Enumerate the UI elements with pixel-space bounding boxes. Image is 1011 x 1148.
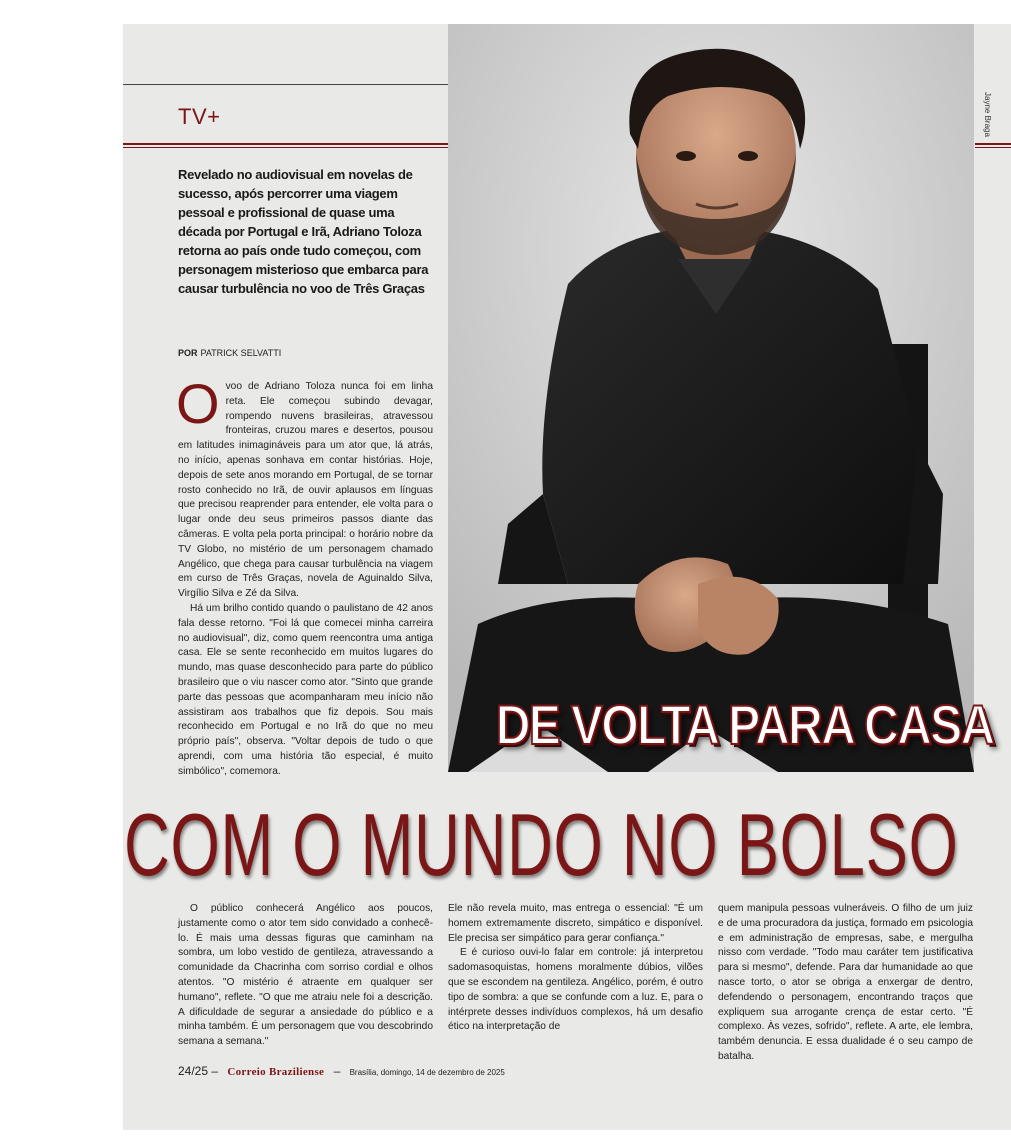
paragraph: E é curioso ouvi-lo falar em controle: já interpretou sadomasoquistas, homens moralmente dúbios, vilões que se escondem na gentileza. Angélico, porém, é outro tipo de sombra: a que se confunde com a luz. E, para o intérprete desses indivíduos complexos, há um desafio ético na interpretação de (448, 947, 703, 1033)
photo-credit (980, 92, 994, 152)
byline-prefix: POR (178, 348, 198, 358)
photo-credit-text: Jayne Braga (983, 92, 992, 137)
paragraph: voo de Adriano Toloza nunca foi em linha reta. Ele começou subindo devagar, rompendo nuvens brasileiras, atravessou fronteiras, cruzou mares e desertos, pousou em latitudes inimagináveis para um ator que, lá atrás, no início, apenas sonhava em contar histórias. Hoje, depois de sete anos morando em Portugal, de se tornar rosto conhecido no Irã, de ouvir aplausos em línguas que precisou reaprender para entender, ele volta para o lugar onde deu seus primeiros passos diante das câmeras. E volta pela porta principal: o horário nobre da TV Globo, no mistério de um personagem chamado Angélico, que chega para causar turbulência na viagem em curso de Três Graças, novela de Aguinaldo Silva, Virgílio Silva e Zé da Silva. (178, 381, 433, 600)
main-headline: COM O MUNDO NO BOLSO (124, 795, 959, 894)
page-footer: 24/25 – Correio Braziliense – Brasília, domingo, 14 de dezembro de 2025 (178, 1064, 505, 1078)
paragraph: quem manipula pessoas vulneráveis. O filho de um juiz e de uma procuradora da justiça, formado em psicologia e em administração de empresas, sabe, e mergulha nisso com verdade. "Todo mau caráter tem justificativa para si mesmo", defende. Para dar humanidade ao que nasce torto, o ator se obriga a enxergar de dentro, defendendo o personagem, encontrando traços que expliquem sua arrogante crença de estar certo. "É complexo. Às vezes, sofrido", reflete. A arte, ele lembra, também denuncia. E essa dualidade é o seu campo de batalha. (718, 903, 973, 1062)
overlay-headline: DE VOLTA PARA CASA (495, 693, 994, 756)
section-tag: TV+ (178, 104, 221, 129)
article-column-4 (718, 902, 973, 1065)
article-column-3 (448, 902, 703, 1035)
paragraph: Há um brilho contido quando o paulistano de 42 anos fala desse retorno. "Foi lá que comecei minha carreira no audiovisual", diz, como quem reencontra uma antiga casa. Ele se sente reconhecido em muitos lugares do mundo, mas quase desconhecido para parte do público brasileiro que o viu nascer como ator. "Sinto que grande parte das pessoas que acompanharam meu início não assistiram aos trabalhos que fiz depois. Sou mais reconhecido em Portugal e no Irã do que no meu próprio país", observa. "Voltar depois de tudo o que aprendi, com uma história tão especial, é muito simbólico", comemora. (178, 602, 433, 777)
section-rule (123, 143, 448, 145)
lede-paragraph: Revelado no audiovisual em novelas de sucesso, após percorrer uma viagem pessoal e profissional de quase uma década por Portugal e Irã, Adriano Toloza retorna ao país onde tudo começou, com personagem misterioso que embarca para causar turbulência no voo de Três Graças (178, 167, 429, 296)
article-column-2 (178, 902, 433, 1050)
section-rule-thin (123, 147, 448, 148)
paragraph: Ele não revela muito, mas entrega o essencial: "É um homem extremamente discreto, simpático e disponível. Ele precisa ser simpático para gerar confiança." (448, 903, 703, 944)
publication-date: Brasília, domingo, 14 de dezembro de 2025 (349, 1068, 505, 1077)
paragraph: O público conhecerá Angélico aos poucos, justamente como o ator tem sido convidado a conhecê-lo. É mais uma dessas figuras que caminham na sombra, um lobo vestido de gentileza, atravessando a comunidade da Chacrinha com sorriso cordial e olhos atentos. "O mistério é atraente em qualquer ser humano", reflete. "O que me atraiu nele foi a descrição. A dificuldade de segurar a ansiedade do público e a minha também. É um personagem que vou descobrindo semana a semana." (178, 903, 433, 1048)
byline (178, 348, 281, 358)
page-numbers: 24/25 (178, 1064, 209, 1078)
article-column-1 (176, 372, 433, 780)
dropcap: O (176, 372, 220, 435)
top-rule (123, 84, 448, 85)
byline-author: PATRICK SELVATTI (200, 348, 282, 358)
newspaper-name: Correio Braziliense (227, 1066, 325, 1078)
